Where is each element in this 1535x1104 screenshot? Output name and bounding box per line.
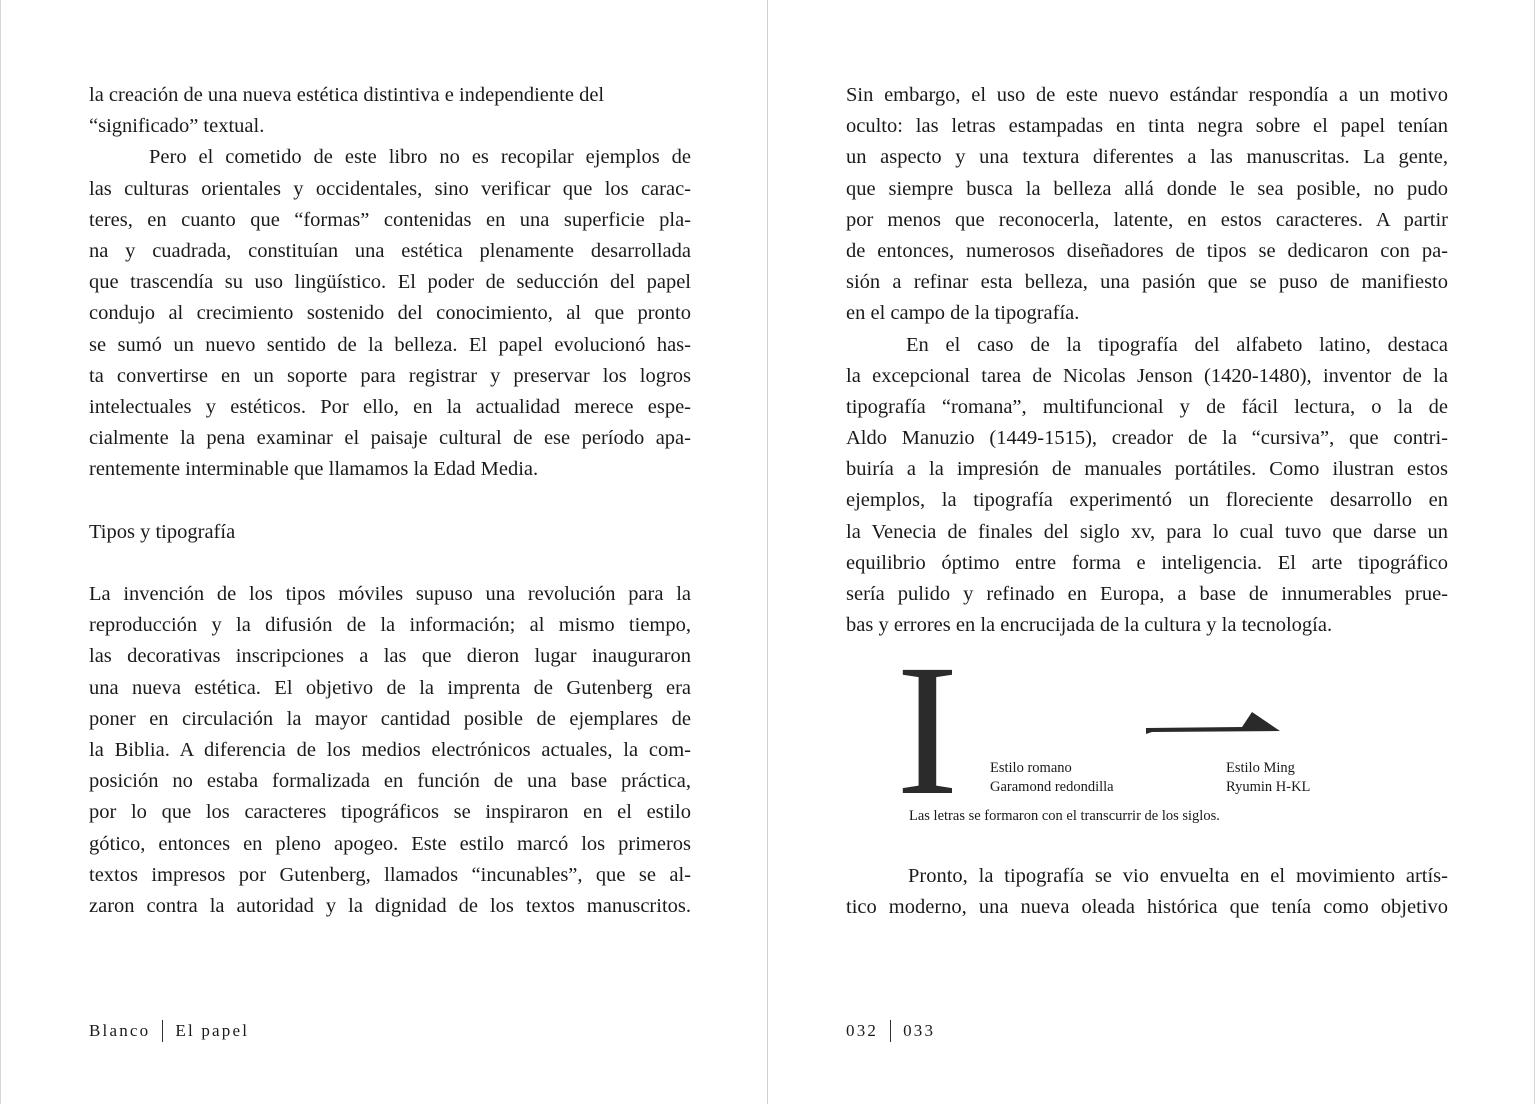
text-line: por lo que los caracteres tipográficos se inspiraron en el estilo xyxy=(89,801,691,824)
text-line: condujo al crecimiento sostenido del conocimiento, al que pronto xyxy=(89,302,691,325)
text-line: buiría a la impresión de manuales portátiles. Como ilustran estos xyxy=(846,458,1448,481)
text-line: equilibrio óptimo entre forma e inteligencia. El arte tipográfico xyxy=(846,551,1448,574)
text-line: Pronto, la tipografía se vio envuelta en el movimiento artís- xyxy=(908,865,1448,887)
text-line: Pero el cometido de este libro no es recopilar ejemplos de xyxy=(149,146,691,169)
text-line: poner en circulación la mayor cantidad posible de ejemplares de xyxy=(89,707,691,730)
chapter-title: El papel xyxy=(175,1021,250,1040)
ming-stroke-glyph xyxy=(1144,708,1284,742)
text-line: sión a refinar esta belleza, una pasión que se puso de manifiesto xyxy=(846,271,1448,294)
text-line: un aspecto y una textura diferentes a las manuscritas. La gente, xyxy=(846,146,1448,169)
roman-style-label: Estilo romano xyxy=(990,760,1072,776)
right-text-column xyxy=(846,80,1448,641)
text-line: en el campo de la tipografía. xyxy=(846,302,1080,325)
text-line: gótico, entonces en pleno apogeo. Este estilo marcó los primeros xyxy=(89,832,691,855)
text-line: tico moderno, una nueva oleada histórica que tenía como objetivo xyxy=(846,896,1448,919)
text-line: rentemente interminable que llamamos la Edad Media. xyxy=(89,458,539,481)
left-text-column xyxy=(89,80,691,922)
left-page xyxy=(0,0,767,1104)
text-line: bas y errores en la encrucijada de la cultura y la tecnología. xyxy=(846,614,1333,637)
left-page-number: 032 xyxy=(846,1021,879,1040)
text-line: de entonces, numerosos diseñadores de tipos se dedicaron con pa- xyxy=(846,239,1448,262)
text-line: Aldo Manuzio (1449-1515), creador de la “cursiva”, que contri- xyxy=(846,427,1448,450)
text-line: una nueva estética. El objetivo de la imprenta de Gutenberg era xyxy=(89,676,691,699)
roman-style-caption xyxy=(990,759,1114,796)
right-page xyxy=(767,0,1535,1104)
footer-divider xyxy=(890,1020,891,1042)
text-line: textos impresos por Gutenberg, llamados “incunables”, que se al- xyxy=(89,863,691,886)
text-line: “significado” textual. xyxy=(89,115,265,138)
text-line: oculto: las letras estampadas en tinta negra sobre el papel tenían xyxy=(846,115,1448,138)
book-title: Blanco xyxy=(89,1021,151,1040)
text-line: cialmente la pena examinar el paisaje cultural de ese período apa- xyxy=(89,427,691,450)
text-line: que siempre busca la belleza allá donde le sea posible, no pudo xyxy=(846,177,1448,200)
running-footer xyxy=(89,1018,249,1044)
text-line: por menos que reconocerla, latente, en estos caracteres. A partir xyxy=(846,208,1448,231)
ming-style-label: Estilo Ming xyxy=(1226,760,1295,776)
text-line: reproducción y la difusión de la información; al mismo tiempo, xyxy=(89,614,691,637)
text-line: la excepcional tarea de Nicolas Jenson (1420-1480), inventor de la xyxy=(846,364,1448,387)
roman-font-label: Garamond redondilla xyxy=(990,778,1114,795)
text-line: la Venecia de finales del siglo xv, para lo cual tuvo que darse un xyxy=(846,520,1448,543)
right-page-number: 033 xyxy=(903,1021,936,1040)
text-line: las culturas orientales y occidentales, sino verificar que los carac- xyxy=(89,177,691,200)
page-numbers xyxy=(846,1018,935,1044)
ming-font-label: Ryumin H-KL xyxy=(1226,778,1311,795)
text-line: tipografía “romana”, multifuncional y de fácil lectura, o la de xyxy=(846,395,1448,418)
text-line: ejemplos, la tipografía experimentó un floreciente desarrollo en xyxy=(846,489,1448,512)
text-line: la creación de una nueva estética distintiva e independiente del xyxy=(89,84,605,106)
figure-caption: Las letras se formaron con el transcurrir de los siglos. xyxy=(909,808,1220,824)
roman-letter-glyph: I xyxy=(896,625,959,834)
text-line: Sin embargo, el uso de este nuevo estándar respondía a un motivo xyxy=(846,84,1448,106)
text-line: que trascendía su uso lingüístico. El poder de seducción del papel xyxy=(89,271,691,294)
footer-divider xyxy=(162,1020,163,1042)
text-line: ta convertirse en un soporte para registrar y preservar los logros xyxy=(89,364,691,387)
text-line: na y cuadrada, constituían una estética plenamente desarrollada xyxy=(89,239,691,262)
text-line: En el caso de la tipografía del alfabeto latino, destaca xyxy=(906,333,1448,356)
text-line: se sumó un nuevo sentido de la belleza. El papel evolucionó has- xyxy=(89,333,691,356)
text-line: posición no estaba formalizada en función de una base práctica, xyxy=(89,770,691,793)
text-line: las decorativas inscripciones a las que dieron lugar inauguraron xyxy=(89,645,691,668)
ming-style-caption xyxy=(1226,759,1310,796)
text-line: la Biblia. A diferencia de los medios electrónicos actuales, la com- xyxy=(89,738,691,761)
section-heading: Tipos y tipografía xyxy=(89,520,236,543)
text-line: teres, en cuanto que “formas” contenidas en una superficie pla- xyxy=(89,208,691,231)
text-line: sería pulido y refinado en Europa, a base de innumerables prue- xyxy=(846,583,1448,605)
text-line: zaron contra la autoridad y la dignidad de los textos manuscritos. xyxy=(89,894,691,917)
text-line: La invención de los tipos móviles supuso una revolución para la xyxy=(89,583,691,605)
text-line: intelectuales y estéticos. Por ello, en la actualidad merece espe- xyxy=(89,395,691,418)
right-text-column-continued xyxy=(846,861,1448,923)
